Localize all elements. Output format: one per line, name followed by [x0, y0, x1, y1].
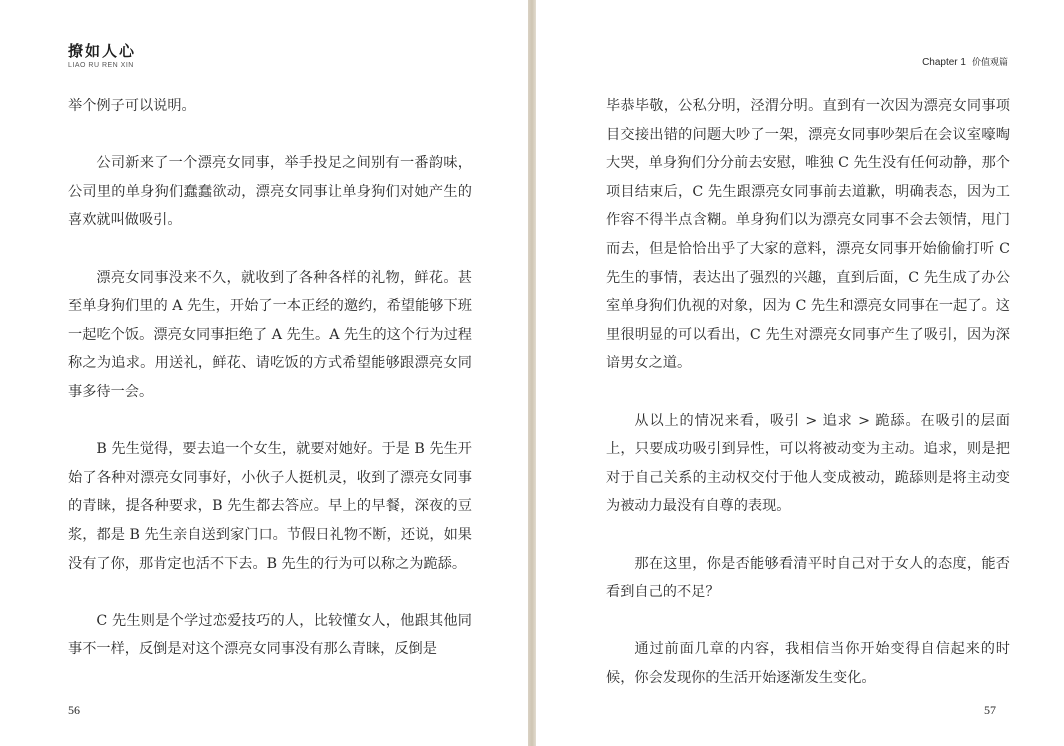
left-page: [0, 0, 528, 746]
running-header-left: [68, 42, 136, 70]
page-number-left: 56: [68, 703, 80, 717]
left-page-body: [68, 92, 472, 664]
paragraph: C 先生则是个学过恋爱技巧的人，比较懂女人，他跟其他同事不一样，反倒是对这个漂亮女同事没有那么青睐，反倒是: [68, 612, 472, 658]
paragraph: 公司新来了一个漂亮女同事，举手投足之间别有一番韵味，公司里的单身狗们蠢蠢欲动，漂亮女同事让单身狗们对她产生的喜欢就叫做吸引。: [68, 155, 472, 229]
paragraph: B 先生觉得，要去追一个女生，就要对她好。于是 B 先生开始了各种对漂亮女同事好，小伙子人挺机灵，收到了漂亮女同事的青睐，提各种要求，B 先生都去答应。早上的早餐，深夜的豆浆，都是 B 先生亲自送到家门口。节假日礼物不断，还说，如果没有了你，那肯定也活不下去。B 先生的行为可以称之为跪舔。: [68, 441, 472, 572]
right-page: [536, 0, 1064, 746]
book-title-pinyin: LIAO RU REN XIN: [68, 62, 134, 69]
chapter-label: Chapter 1: [922, 57, 966, 68]
paragraph: 那在这里，你是否能够看清平时自己对于女人的态度，能否看到自己的不足？: [606, 555, 1010, 601]
page-number-right: 57: [984, 703, 996, 717]
paragraph: 通过前面几章的内容，我相信当你开始变得自信起来的时候，你会发现你的生活开始逐渐发生变化。: [606, 641, 1010, 686]
paragraph: 漂亮女同事没来不久，就收到了各种各样的礼物，鲜花。甚至单身狗们里的 A 先生，开始了一本正经的邀约，希望能够下班一起吃个饭。漂亮女同事拒绝了 A 先生。A 先生的这个行为过程称之为追求。用送礼，鲜花、请吃饭的方式希望能够跟漂亮女同事多待一会。: [68, 269, 472, 400]
book-title: 撩如人心: [68, 42, 137, 60]
running-header-right: [922, 55, 1008, 68]
paragraph: 毕恭毕敬，公私分明，泾渭分明。直到有一次因为漂亮女同事项目交接出错的问题大吵了一架，漂亮女同事吵架后在会议室嚎啕大哭，单身狗们分分前去安慰，唯独 C 先生没有任何动静，那个项目结束后，C 先生跟漂亮女同事前去道歉，明确表态，因为工作容不得半点含糊。单身狗们以为漂亮女同事不会去领情，甩门而去，但是恰恰出乎了大家的意料，漂亮女同事开始偷偷打听 C 先生的事情，表达出了强烈的兴趣，直到后面，C 先生成了办公室单身狗们仇视的对象，因为 C 先生和漂亮女同事在一起了。这里很明显的可以看出，C 先生对漂亮女同事产生了吸引，因为深谙男女之道。: [606, 98, 1010, 372]
paragraph: 举个例子可以说明。: [68, 98, 196, 114]
right-page-body: [606, 92, 1010, 692]
chapter-name: 价值观篇: [971, 58, 1008, 68]
paragraph: 从以上的情况来看，吸引 > 追求 > 跪舔。在吸引的层面上，只要成功吸引到异性，可以将被动变为主动。追求，则是把对于自己关系的主动权交付于他人变成被动，跪舔则是将主动变为被动力最没有自尊的表现。: [606, 412, 1010, 515]
book-gutter: [528, 0, 536, 746]
